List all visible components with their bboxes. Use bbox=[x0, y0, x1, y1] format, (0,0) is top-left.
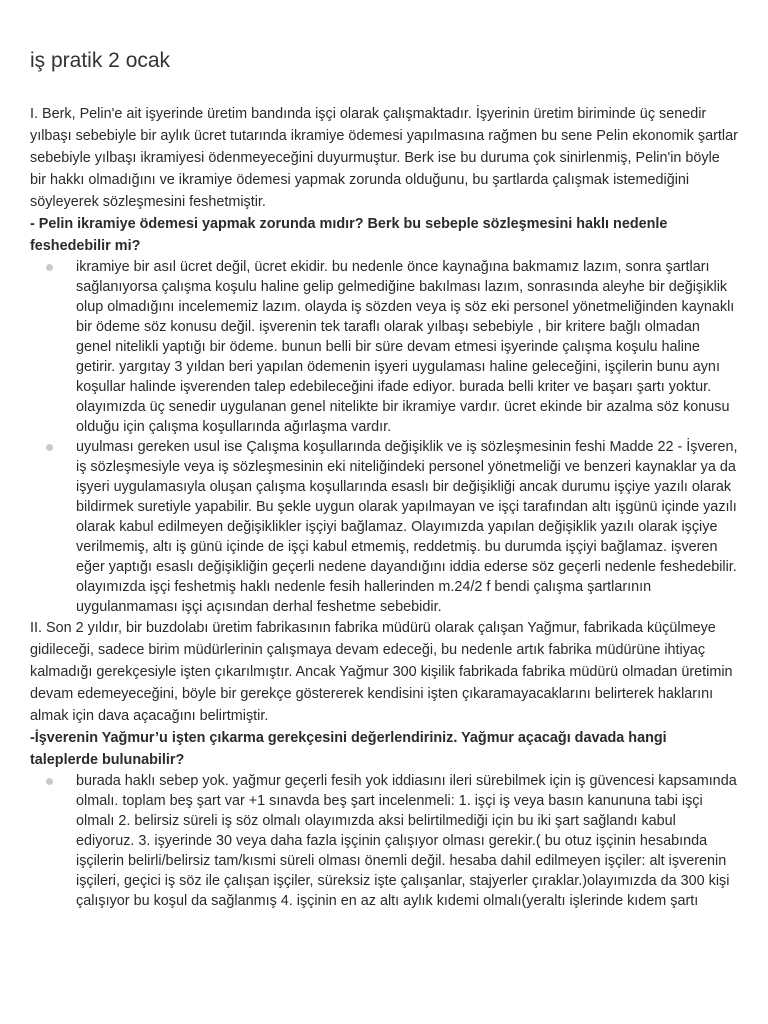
case-1-text: I. Berk, Pelin'e ait işyerinde üretim bandında işçi olarak çalışmaktadır. İşyerinin üretim biriminde üç senedir yılbaşı sebebiyle bir aylık ücret tutarında ikramiye ödemesi yapılmasına rağmen bu sene Pelin ekonomik şartlar sebebiyle yılbaşı ikramiyesi ödenmeyeceğini duyurmuştur. Berk ise bu duruma çok sinirlenmiş, Pelin'in böyle bir hakkı olmadığını ve ikramiye ödemesi yapmak zorunda olduğunu, bu şartlarda çalışmak istemediğini söyleyerek sözleşmesini feshetmiştir. bbox=[30, 106, 738, 210]
case-2 bbox=[30, 617, 738, 911]
case-2-answer-list bbox=[30, 771, 738, 911]
bullet-icon bbox=[46, 264, 53, 271]
list-item-text: ikramiye bir asıl ücret değil, ücret ekidir. bu nedenle önce kaynağına bakmamız lazım, sonra şartları sağlanıyorsa çalışma koşulu haline gelip gelmediğine bakılması lazım, sonrasında aleyhe bir değişiklik olup olmadığını incelememiz lazım. olayda iş sözden veya iş söz eki personel yönetmeliğinden kaynaklı bir ödeme söz konusu değil. işverenin tek taraflı olarak yılbaşı sebebiyle , bir kritere bağlı olmadan genel nitelikli yaptığı bir ödeme. bunun belli bir süre devam etmesi işyerinde çalışma koşulu haline getirir. yargıtay 3 yıldan beri yapılan ödemenin işyeri uygulaması haline geleceğini, işçilerin bunu aynı koşullar halinde işverenden talep edebileceğini ifade ediyor. burada belli kriter ve başarı şartı yoktur. olayımızda üç senedir uygulanan genel nitelikte bir ikramiye vardır. ücret ekinde bir azalma söz konusu olduğu için çalışma koşullarında ağırlaşma vardır. bbox=[76, 259, 735, 435]
case-1-question: - Pelin ikramiye ödemesi yapmak zorunda mıdır? Berk bu sebeple sözleşmesini haklı nedenle feshedebilir mi? bbox=[30, 216, 668, 254]
case-1-answer-list bbox=[30, 257, 738, 617]
case-2-text: II. Son 2 yıldır, bir buzdolabı üretim fabrikasının fabrika müdürü olarak çalışan Yağmur, fabrikada küçülmeye gidileceği, sadece birim müdürlerinin çalışmaya devam edeceği, bu nedenle artık fabrika müdürüne ihtiyaç kalmadığı gerekçesiyle işten çıkarılmıştır. Ancak Yağmur 300 kişilik fabrikada fabrika müdürü olmadan üretimin devam edemeyeceğini, böyle bir gerekçe göstererek kendisini işten çıkaramayacaklarını belirterek haklarını almak için dava açacağını belirtmiştir. bbox=[30, 620, 733, 724]
page-title: iş pratik 2 ocak bbox=[30, 49, 171, 72]
list-item-text: uyulması gereken usul ise Çalışma koşullarında değişiklik ve iş sözleşmesinin feshi Madde 22 - İşveren, iş sözleşmesiyle veya iş sözleşmesinin eki niteliğindeki personel yönetmeliği ve benzeri kaynaklar ya da işyeri uygulamasıyla oluşan çalışma koşullarında esaslı bir değişikliği ancak durumu işçiye yazılı olarak bildirmek suretiyle yapabilir. Bu şekle uygun olarak yapılmayan ve işçi tarafından altı işgünü içinde yazılı olarak kabul edilmeyen değişiklikler işçiyi bağlamaz. Olayımızda yapılan değişiklik yazılı olarak işçiye verilmemiş, altı iş günü içinde de işçi kabul etmemiş, reddetmiş. bu durumda işçiyi bağlamaz. işveren eğer yaptığı esaslı değişikliğin geçerli nedene dayandığını iddia ederse söz geçerli nedenle feshedebilir. olayımızda işçi feshetmiş haklı nedenle fesih hallerinden m.24/2 f bendi çalışma şartlarının uygulanmaması işçi açısından derhal feshetme sebebidir. bbox=[76, 439, 738, 615]
list-item bbox=[30, 437, 738, 617]
case-1 bbox=[30, 103, 738, 617]
bullet-icon bbox=[46, 778, 53, 785]
case-2-question: -İşverenin Yağmur’u işten çıkarma gerekçesini değerlendiriniz. Yağmur açacağı davada hangi taleplerde bulunabilir? bbox=[30, 730, 667, 768]
list-item bbox=[30, 257, 738, 437]
bullet-icon bbox=[46, 444, 53, 451]
list-item bbox=[30, 771, 738, 911]
list-item-text: burada haklı sebep yok. yağmur geçerli fesih yok iddiasını ileri sürebilmek için iş güvencesi kapsamında olmalı. toplam beş şart var +1 sınavda beş şart incelenmeli: 1. işçi iş veya basın kanununa tabi işçi olmalı 2. belirsiz süreli iş söz olmalı olayımızda aksi belirtilmediği için bu iki şart sağlandı kabul ediyoruz. 3. işyerinde 30 veya daha fazla işçinin çalışıyor olması gerekir.( bu otuz işçinin hesabında işçilerin belirli/belirsiz tam/kısmi süreli olması önemli değil. hesaba dahil edilmeyen işçiler: alt işverenin işçileri, geçici iş söz ile çalışan işçiler, süreksiz işte çalışanlar, stajyerler çıraklar.)olayımızda da 300 kişi çalışıyor bu koşul da sağlanmış 4. işçinin en az altı aylık kıdemi olmalı(yeraltı işlerinde kıdem şartı bbox=[76, 773, 737, 909]
